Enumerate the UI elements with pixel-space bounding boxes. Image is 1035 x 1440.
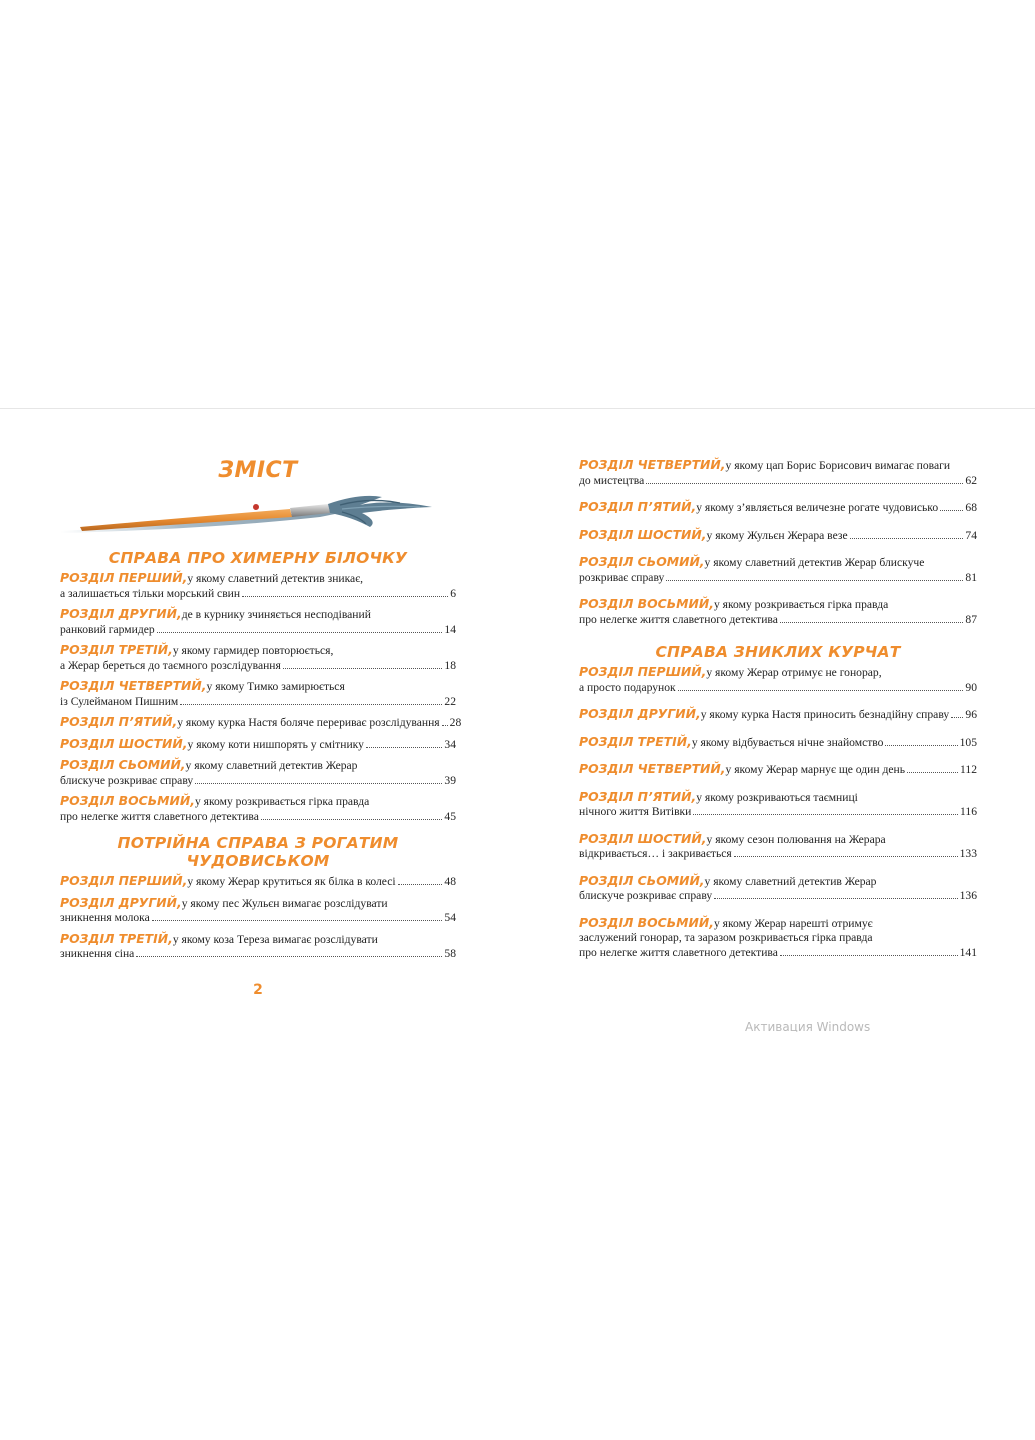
toc-entry-line (60, 896, 456, 912)
page-ref: 136 (959, 889, 977, 902)
toc-entry (60, 737, 456, 753)
dot-leader (366, 747, 442, 748)
toc-entry (60, 874, 456, 890)
chapter-description: у якому славетний детектив Жерар (704, 874, 877, 888)
chapter-label: РОЗДІЛ П’ЯТИЙ, (579, 499, 697, 514)
chapter-description: у якому Жерар отримує не гонорар, (706, 666, 882, 679)
page-ref: 81 (965, 570, 977, 584)
section-title: ПОТРІЙНА СПРАВА З РОГАТИМ ЧУДОВИСЬКОМ (117, 834, 399, 870)
dot-leader (734, 856, 958, 857)
dot-leader (398, 884, 443, 885)
toc-entry-line (579, 555, 977, 571)
chapter-description: у якому курка Настя боляче перериває розслідування (177, 716, 440, 729)
dot-leader (152, 920, 443, 921)
toc-entry (60, 758, 456, 788)
chapter-label: РОЗДІЛ ВОСЬМИЙ, (579, 914, 714, 930)
dot-leader (885, 745, 957, 746)
toc-entry (579, 874, 977, 904)
toc-entry-line (60, 911, 456, 926)
toc-entry (579, 555, 977, 585)
page-ref: 18 (444, 658, 456, 672)
toc-entry (579, 528, 977, 544)
toc-entry (579, 762, 977, 778)
chapter-label: РОЗДІЛ ШОСТИЙ, (579, 526, 707, 542)
dot-leader (195, 783, 442, 784)
toc-entry-line (579, 707, 977, 723)
toc-entry-line (60, 874, 456, 890)
chapter-label: РОЗДІЛ П’ЯТИЙ, (579, 788, 697, 804)
windows-activation-watermark: Активация Windows (745, 1020, 871, 1032)
chapter-label: РОЗДІЛ ТРЕТІЙ, (579, 733, 692, 749)
page-ref: 112 (960, 763, 977, 776)
dot-leader (157, 632, 443, 633)
toc-entry (579, 500, 977, 516)
toc-entry-line (579, 762, 977, 778)
toc-entry-line (60, 623, 456, 638)
toc-entry-line (579, 528, 977, 544)
chapter-label: РОЗДІЛ ДРУГИЙ, (579, 706, 701, 721)
toc-entry-line (579, 597, 977, 613)
page-ref: 14 (444, 622, 456, 636)
chapter-description: у якому відбувається нічне знайомство (691, 735, 884, 749)
chapter-label: РОЗДІЛ ТРЕТІЙ, (60, 930, 173, 946)
chapter-description: блискуче розкриває справу (60, 773, 194, 787)
chapter-label: РОЗДІЛ ТРЕТІЙ, (60, 642, 173, 657)
page-ref: 105 (959, 735, 977, 749)
toc-entry-line (579, 665, 977, 681)
page-ref: 6 (450, 586, 456, 600)
toc-entry-line (60, 571, 456, 587)
page-ref: 22 (444, 694, 456, 708)
chapter-label: РОЗДІЛ ВОСЬМИЙ, (579, 596, 714, 611)
page-ref: 34 (444, 737, 456, 751)
toc-entry-line (60, 714, 462, 731)
dot-leader (951, 717, 963, 718)
chapter-description: із Сулейманом Пишним (60, 694, 179, 708)
toc-entry (579, 790, 977, 820)
page-ref: 133 (959, 847, 977, 860)
left-sections (60, 549, 462, 962)
chapter-description: у якому коти нишпорять у смітнику (187, 737, 364, 751)
toc-entry (60, 932, 456, 962)
dot-leader (850, 538, 964, 539)
chapter-description: у якому коза Тереза вимагає розслідувати (172, 932, 378, 946)
dot-leader (646, 483, 963, 484)
toc-entry-line (579, 874, 977, 890)
toc-entry-line (60, 758, 456, 774)
page-ref: 62 (965, 473, 977, 487)
dot-leader (780, 955, 958, 956)
chapter-description: у якому славетний детектив Жерар блискуче (704, 556, 925, 569)
left-page (60, 446, 462, 968)
dot-leader (261, 819, 443, 820)
toc-entry-line (579, 500, 977, 516)
toc-entry-line (60, 607, 456, 623)
chapter-label: РОЗДІЛ СЬОМИЙ, (579, 872, 705, 888)
toc-entry-line (60, 695, 456, 710)
dot-leader (136, 956, 442, 957)
section-title: СПРАВА ПРО ХИМЕРНУ БІЛОЧКУ (108, 549, 408, 567)
chapter-description: у якому сезон полювання на Жерара (706, 832, 886, 846)
toc-entry-line (60, 932, 456, 948)
dot-leader (780, 622, 964, 623)
chapter-label: РОЗДІЛ ЧЕТВЕРТИЙ, (60, 678, 207, 693)
page-ref: 90 (965, 680, 977, 694)
toc-entry-line (60, 794, 456, 810)
toc-entry (579, 707, 977, 723)
toc-entry-line (60, 947, 456, 962)
chapter-description: блискуче розкриває справу (579, 889, 713, 902)
dot-leader (666, 580, 963, 581)
toc-entry-line (60, 643, 456, 659)
page-ref: 68 (965, 501, 977, 514)
chapter-label: РОЗДІЛ ПЕРШИЙ, (60, 570, 188, 585)
toc-entry-line (60, 659, 456, 674)
toc-entry-line (60, 737, 456, 753)
chapter-description: про нелегке життя славетного детектива (60, 809, 259, 823)
toc-entry-line (60, 679, 456, 695)
chapter-description: у якому розкривається гірка правда (194, 795, 370, 808)
dot-leader (907, 772, 958, 773)
page-ref: 54 (444, 911, 456, 924)
chapter-description: у якому славетний детектив Жерар (185, 759, 358, 772)
toc-entry (579, 665, 977, 695)
contents-title: ЗМІСТ (218, 458, 298, 483)
toc-entry-line (60, 774, 456, 789)
toc-entry-line (579, 474, 977, 489)
page-ref: 74 (965, 528, 977, 542)
toc-entry-line (579, 681, 977, 696)
toc-entry (579, 832, 977, 862)
dot-leader (678, 690, 964, 691)
chapter-description: розкриває справу (579, 570, 665, 584)
toc-entry-line (579, 458, 977, 474)
toc-entry-line (579, 847, 977, 862)
chapter-label: РОЗДІЛ ВОСЬМИЙ, (60, 793, 195, 808)
toc-entry (60, 896, 456, 926)
page-ref: 28 (449, 716, 462, 729)
toc-entry (60, 714, 462, 731)
toc-entry-line (579, 613, 977, 628)
chapter-description: зникнення молока (60, 911, 150, 924)
chapter-description: у якому Жульєн Жерара везе (706, 528, 848, 542)
chapter-description: у якому Жерар марнує ще один день (725, 763, 906, 776)
chapter-label: РОЗДІЛ ДРУГИЙ, (60, 894, 182, 910)
dot-leader (442, 725, 448, 726)
chapter-description: у якому курка Настя приносить безнадійну справу (700, 708, 950, 721)
chapter-description: у якому розкривається гірка правда (713, 598, 889, 611)
toc-entry-line (579, 889, 977, 904)
dot-leader (940, 510, 963, 511)
chapter-label: РОЗДІЛ СЬОМИЙ, (579, 554, 705, 569)
dot-leader (242, 596, 448, 597)
chapter-description: у якому розкриваються таємниці (696, 790, 858, 804)
toc-entry-line (579, 805, 977, 820)
chapter-description: а Жерар береться до таємного розслідування (60, 658, 281, 672)
toc-entry (579, 916, 977, 961)
toc-entry (60, 643, 456, 673)
dot-leader (180, 704, 442, 705)
right-lead-entries (579, 458, 977, 627)
page-number: 2 (253, 982, 263, 998)
chapter-description: у якому пес Жульєн вимагає розслідувати (181, 896, 388, 910)
page-ref: 87 (965, 612, 977, 626)
toc-entry (60, 794, 456, 824)
page-ref: 48 (444, 875, 456, 888)
dot-leader (714, 898, 957, 899)
page-ref: 58 (444, 947, 456, 960)
toc-entry (579, 735, 977, 751)
chapter-label: РОЗДІЛ СЬОМИЙ, (60, 757, 186, 772)
dot-leader (283, 668, 443, 669)
chapter-description: про нелегке життя славетного детектива (579, 945, 778, 959)
chapter-description: у якому славетний детектив зникає, (187, 572, 364, 585)
chapter-description: про нелегке життя славетного детектива (579, 612, 778, 626)
chapter-label: РОЗДІЛ ПЕРШИЙ, (60, 873, 188, 888)
chapter-label: РОЗДІЛ ЧЕТВЕРТИЙ, (579, 457, 726, 472)
toc-entry (60, 607, 456, 637)
chapter-label: РОЗДІЛ ДРУГИЙ, (60, 606, 182, 621)
chapter-description: а просто подарунок (579, 680, 676, 694)
chapter-label: РОЗДІЛ ЧЕТВЕРТИЙ, (579, 761, 726, 776)
right-section-entries (579, 665, 977, 960)
chapter-description: відкривається… і закривається (579, 847, 732, 860)
chapter-label: РОЗДІЛ П’ЯТИЙ, (60, 714, 178, 729)
section-title: СПРАВА ЗНИКЛИХ КУРЧАТ (655, 643, 901, 661)
toc-entry-line (579, 571, 977, 586)
chapter-description: нічного життя Витівки (579, 805, 692, 818)
toc-entry-line (579, 735, 977, 751)
toc-entry-line (579, 916, 977, 932)
chapter-description: у якому Тимко замирюється (206, 680, 345, 693)
chapter-description: де в курнику зчиняється несподіваний (181, 608, 371, 621)
dot-leader (693, 814, 958, 815)
chapter-description: у якому гармидер повторюється, (172, 644, 334, 657)
page-ref: 141 (959, 945, 977, 959)
chapter-description: у якому цап Борис Борисович вимагає поваги (725, 459, 951, 472)
toc-entry-line (60, 810, 456, 825)
toc-entry (579, 458, 977, 488)
chapter-label: РОЗДІЛ ШОСТИЙ, (60, 735, 188, 751)
toc-entry (60, 571, 456, 601)
page-ref: 116 (960, 805, 977, 818)
toc-entry (579, 597, 977, 627)
page-ref: 39 (444, 773, 456, 787)
chapter-description: у якому з’являється величезне рогате чудовисько (696, 501, 939, 514)
chapter-description: а залишається тільки морський свин (60, 586, 241, 600)
chapter-description: до мистецтва (579, 473, 645, 487)
chapter-description: заслужений гонорар, та заразом розкривається гірка правда (579, 931, 873, 944)
toc-entry-line (579, 790, 977, 806)
chapter-description: зникнення сіна (60, 947, 135, 960)
page-top-edge (0, 408, 1035, 409)
toc-entry-line (60, 587, 456, 602)
chapter-description: у якому Жерар нарешті отримує (713, 916, 873, 930)
toc-entry-line (579, 832, 977, 848)
toc-entry-line (579, 931, 977, 946)
paintbrush-icon (60, 493, 440, 539)
page-ref: 45 (444, 809, 456, 823)
page-ref: 96 (965, 708, 977, 721)
right-page (579, 458, 977, 972)
chapter-label: РОЗДІЛ ШОСТИЙ, (579, 830, 707, 846)
chapter-description: у якому Жерар крутиться як білка в колесі (187, 875, 396, 888)
chapter-description: ранковий гармидер (60, 622, 155, 636)
toc-entry-line (579, 946, 977, 961)
toc-entry (60, 679, 456, 709)
chapter-label: РОЗДІЛ ПЕРШИЙ, (579, 664, 707, 679)
